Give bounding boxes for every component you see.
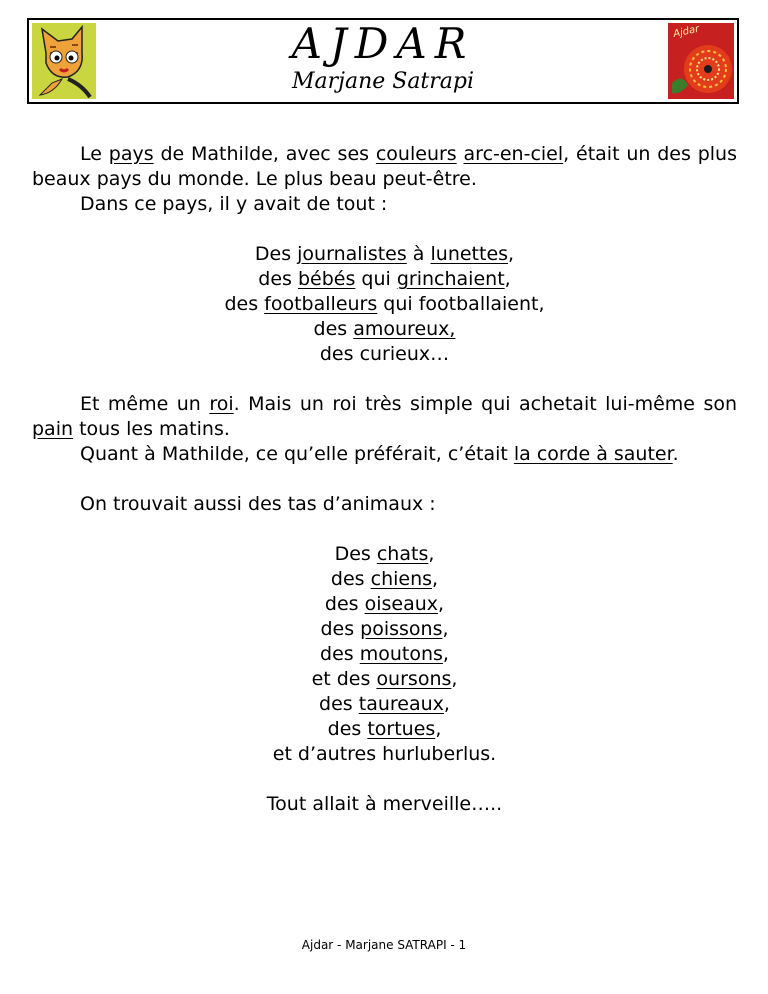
document-title: AJDAR [291, 19, 475, 68]
list-item: et des oursons, [311, 668, 458, 690]
closing-line: Tout allait à merveille….. [266, 793, 503, 815]
list-item: des chiens, [330, 568, 439, 590]
author-name: Marjane Satrapi [291, 69, 475, 94]
list-item: des footballeurs qui footballaient, [224, 293, 545, 315]
list-item: Des chats, [334, 543, 435, 565]
list-item: des tortues, [327, 718, 442, 740]
paragraph-2: Dans ce pays, il y avait de tout : [80, 193, 388, 215]
paragraph-5: On trouvait aussi des tas d’animaux : [80, 493, 436, 515]
paragraph-4: Quant à Mathilde, ce qu’elle préférait, c’était la corde à sauter. [80, 443, 679, 465]
paragraph-3: Et même un roi. Mais un roi très simple qui achetait lui-même son pain tous les matins. [32, 393, 738, 440]
list-item: des poissons, [320, 618, 449, 640]
list-item: des amoureux, [313, 318, 456, 340]
list-item: des oiseaux, [324, 593, 445, 615]
list-item: des bébés qui grinchaient, [258, 268, 511, 290]
people-list [32, 242, 737, 367]
story-text [32, 142, 737, 817]
book-cover-illustration [668, 23, 734, 99]
list-item: des curieux… [319, 343, 450, 365]
list-item: et d’autres hurluberlus. [272, 743, 497, 765]
list-item: Des journalistes à lunettes, [254, 243, 515, 265]
page-footer: Ajdar - Marjane SATRAPI - 1 [301, 938, 467, 952]
list-item: des taureaux, [319, 693, 450, 715]
animals-list [32, 542, 737, 767]
page-header [27, 18, 739, 104]
list-item: des moutons, [320, 643, 449, 665]
paragraph-1: Le pays de Mathilde, avec ses couleurs arc-en-ciel, était un des plus beaux pays du monde. Le plus beau peut-être. [32, 143, 737, 190]
book-cover-title: Ajdar [672, 23, 701, 40]
